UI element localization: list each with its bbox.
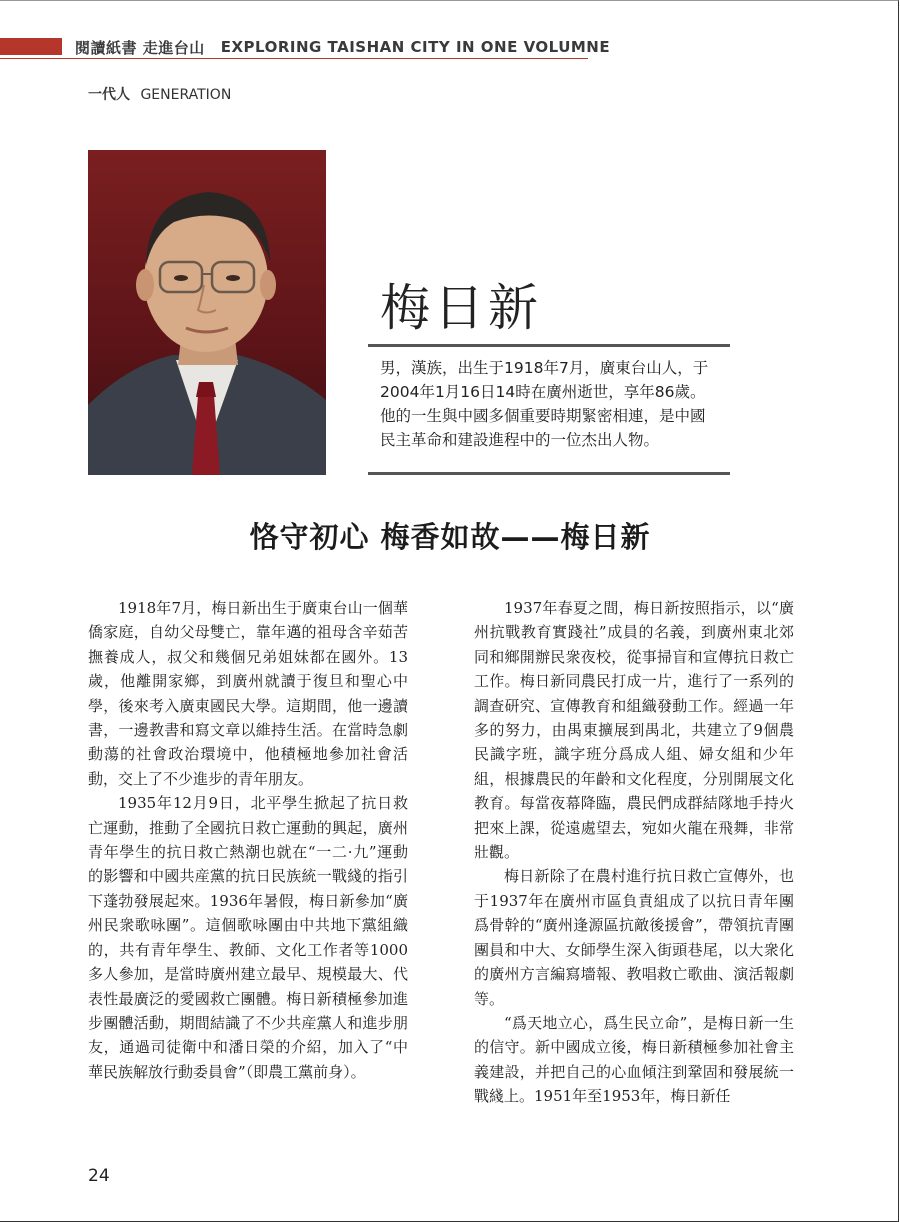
section-label-en: GENERATION [140,87,232,103]
header-accent-bar [0,38,62,55]
profile-bio [380,356,725,452]
bio-bottom-rule [368,472,730,475]
paragraph: 梅日新除了在農村進行抗日救亡宣傳外，也于1937年在廣州市區負責組成了以抗日青年團爲骨幹的“廣州逢源區抗敵後援會”，帶領抗青團團員和中大、女師學生深入街頭巷尾，以大衆化的廣州方言編寫墻報、教唱救亡歌曲、演活報劇等。 [474,867,794,1008]
left-column [88,596,408,1084]
paragraph: 1918年7月，梅日新出生于廣東台山一個華僑家庭，自幼父母雙亡，靠年邁的祖母含辛茹苦撫養成人，叔父和幾個兄弟姐妹都在國外。13歲，他離開家鄉，到廣州就讀于復旦和聖心中學，後來考入廣東國民大學。這期間，他一邊讀書，一邊教書和寫文章以維持生活。在當時急劇動蕩的社會政治環境中，他積極地參加社會活動，交上了不少進步的青年朋友。 [88,599,408,788]
paragraph: 1935年12月9日，北平學生掀起了抗日救亡運動，推動了全國抗日救亡運動的興起，廣州青年學生的抗日救亡熱潮也就在“一二·九”運動的影響和中國共産黨的抗日民族統一戰綫的指引下蓬勃發展起來。1936年暑假，梅日新參加“廣州民衆歌咏團”。這個歌咏團由中共地下黨組織的，共有青年學生、教師、文化工作者等1000多人參加，是當時廣州建立最早、規模最大、代表性最廣泛的愛國救亡團體。梅日新積極參加進步團體活動，期間結識了不少共産黨人和進步朋友，通過司徒衛中和潘日榮的介紹，加入了“中華民族解放行動委員會”（即農工黨前身）。 [88,794,408,1081]
header-zh-title: 閱讀紙書 走進台山 [75,38,205,57]
article-title: 恪守初心 梅香如故——梅日新 [249,520,651,554]
section-label-zh: 一代人 [88,87,130,103]
profile-name: 梅日新 [380,279,542,337]
bio-line: 2004年1月16日14時在廣州逝世，享年86歲。 [380,383,706,401]
paragraph: “爲天地立心，爲生民立命”，是梅日新一生的信守。新中國成立後，梅日新積極參加社會主義建設，并把自己的心血傾注到鞏固和發展統一戰綫上。1951年至1953年，梅日新任 [474,1013,794,1106]
paragraph: 1937年春夏之間，梅日新按照指示，以“廣州抗戰教育實踐社”成員的名義，到廣州東北郊同和鄉開辦民衆夜校，從事掃盲和宣傳抗日救亡工作。梅日新同農民打成一片，進行了一系列的調查研究、宣傳教育和組織發動工作。經過一年多的努力，由禺東擴展到禺北，共建立了9個農民識字班，識字班分爲成人組、婦女組和少年組，根據農民的年齡和文化程度，分別開展文化教育。每當夜幕降臨，農民們成群結隊地手持火把來上課，從遠處望去，宛如火龍在飛舞，非常壯觀。 [474,599,794,862]
header-rule [0,58,588,59]
page-number: 24 [88,1166,110,1186]
section-label [88,84,231,104]
header-en-title: EXPLORING TAISHAN CITY IN ONE VOLUMNE [220,38,611,56]
running-header [75,36,610,58]
right-column [474,596,794,1109]
bio-line: 民主革命和建設進程中的一位杰出人物。 [380,431,660,449]
bio-top-rule [368,344,730,347]
bio-line: 他的一生與中國多個重要時期緊密相連，是中國 [380,407,706,425]
bio-line: 男，漢族，出生于1918年7月，廣東台山人，于 [380,359,709,377]
portrait-photo [88,150,326,475]
